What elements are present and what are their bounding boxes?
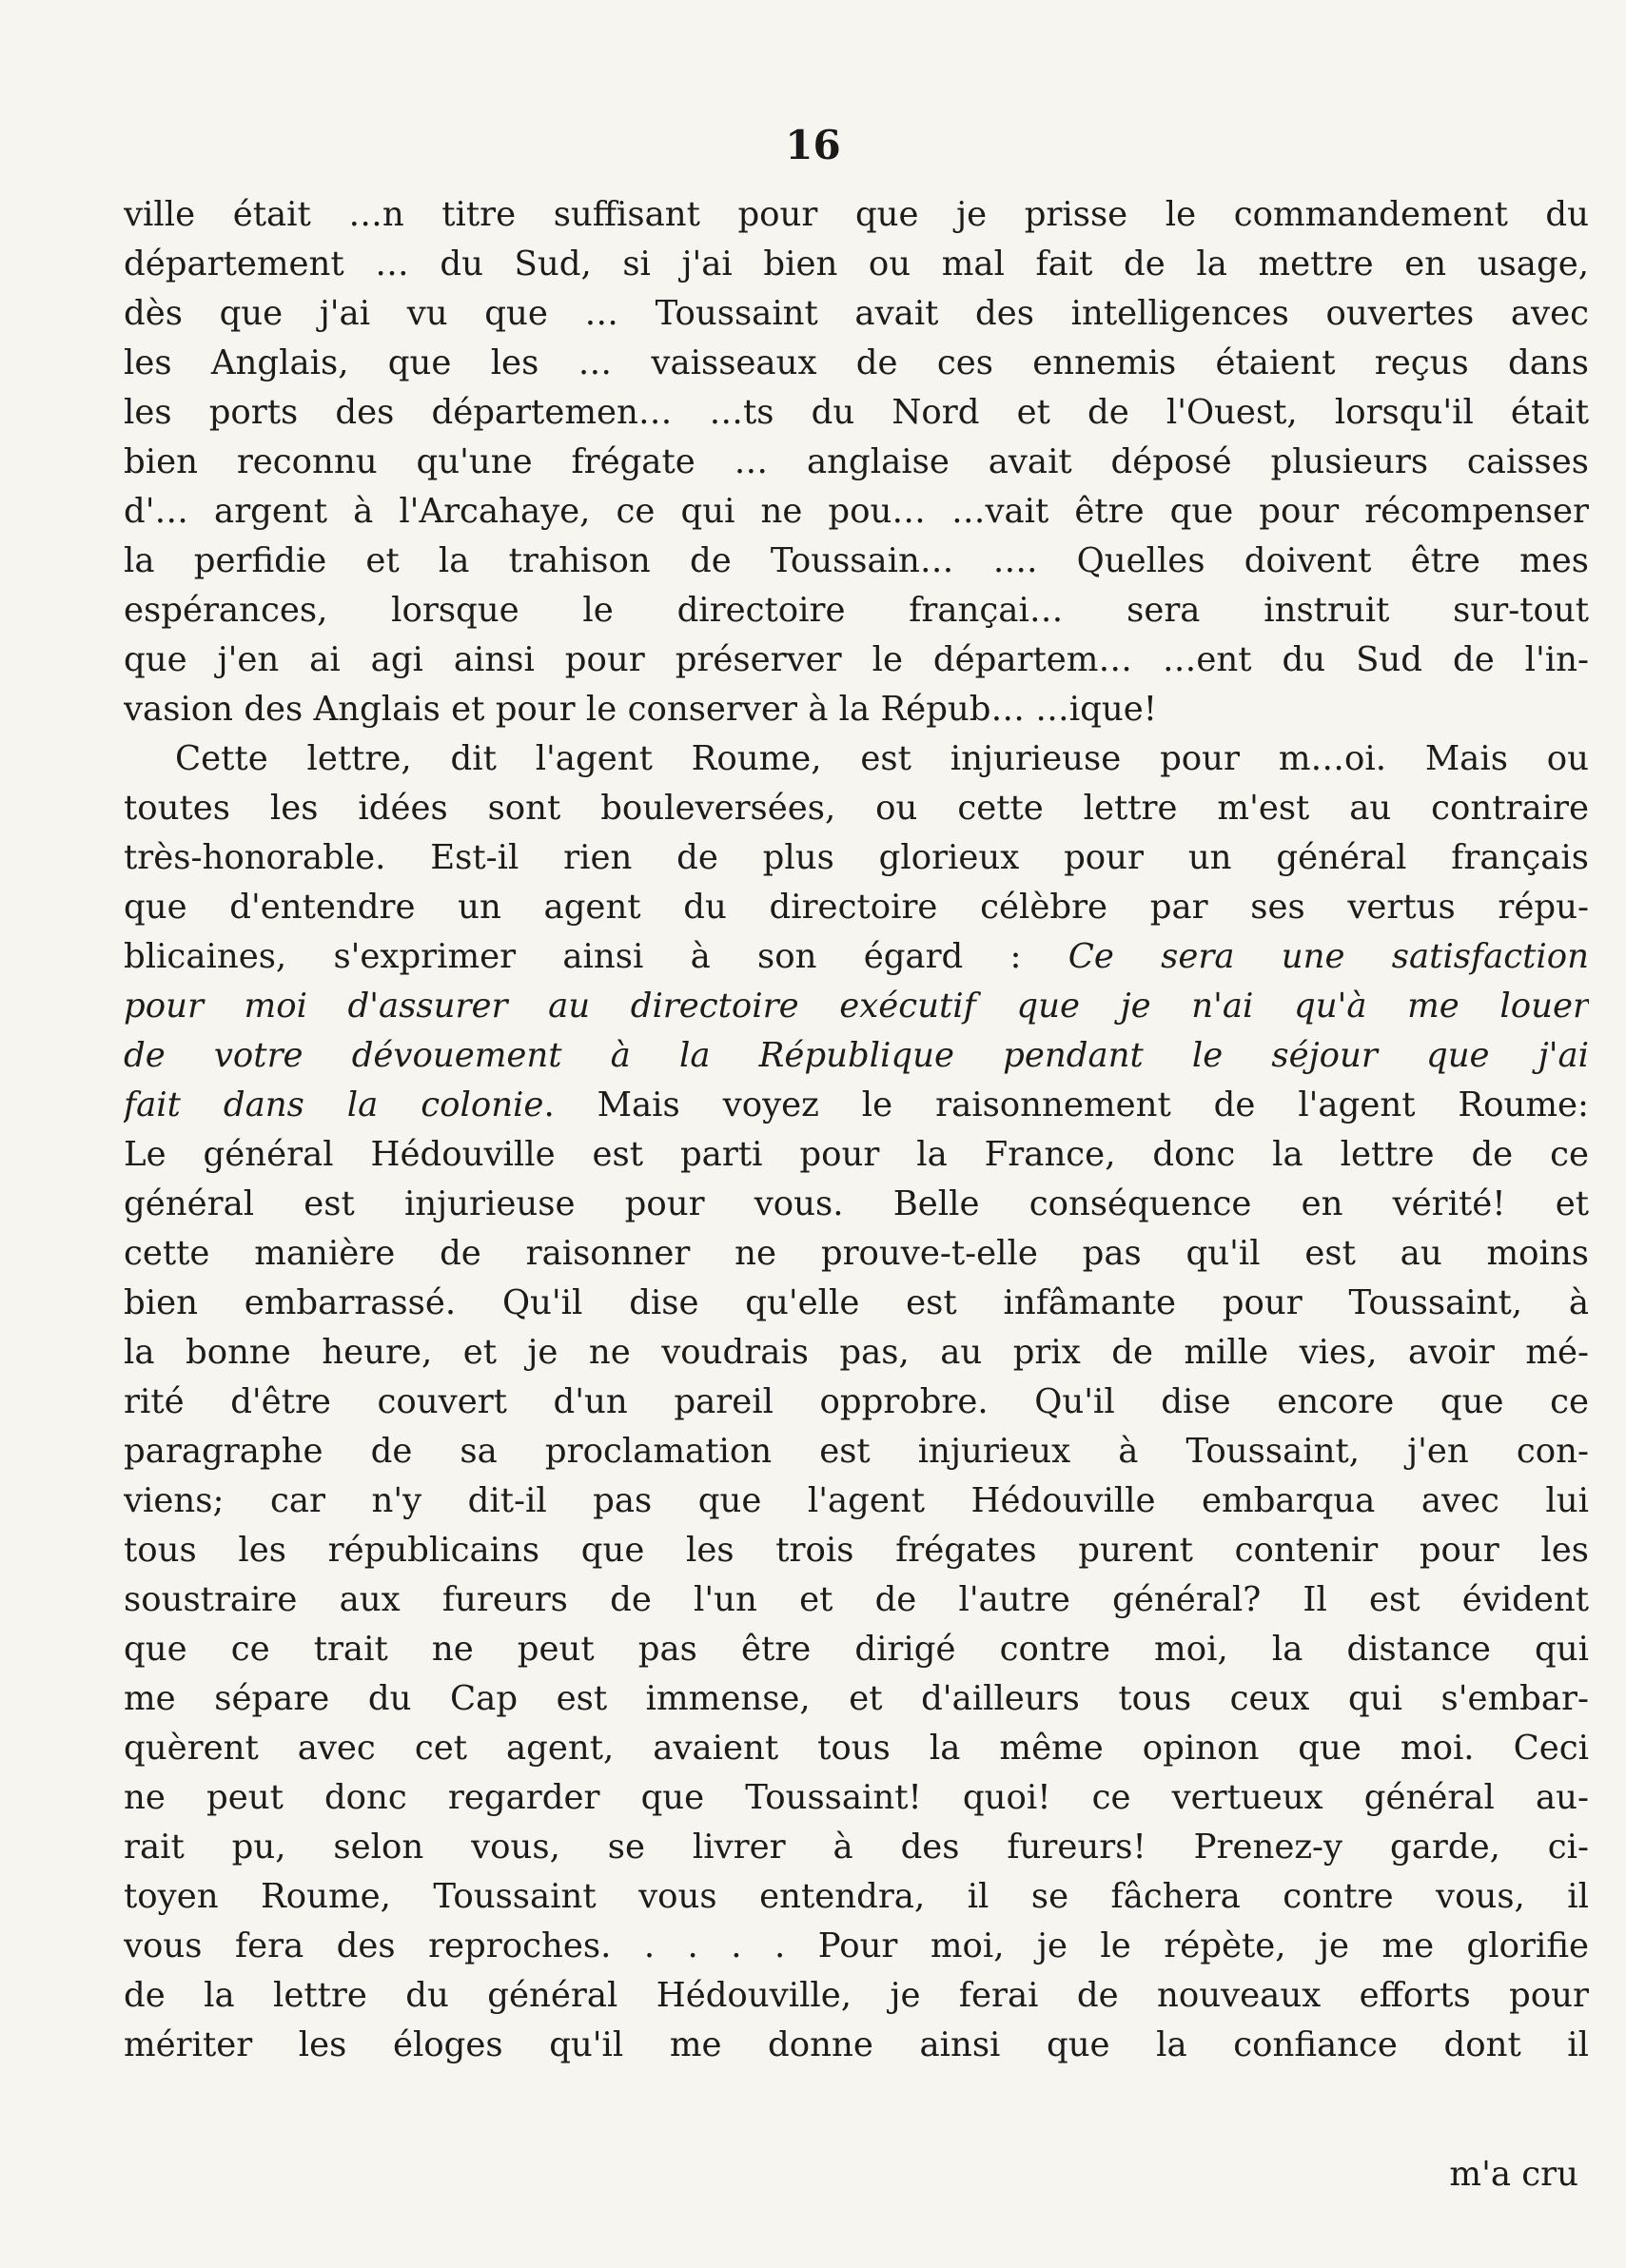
text-line: de votre dévouement à la République pendant le séjour que j'ai [124,1036,1589,1075]
text-line: d'… argent à l'Arcahaye, ce qui ne pou… …vait être que pour récompenser [124,492,1589,531]
text-line: Le général Hédouville est parti pour la France, donc la lettre de ce [124,1135,1589,1174]
text-line: tous les républicains que les trois frégates purent contenir pour les [124,1531,1589,1570]
text-line: la perfidie et la trahison de Toussain… …. Quelles doivent être mes [124,541,1589,580]
text-line: la bonne heure, et je ne voudrais pas, au prix de mille vies, avoir mé- [124,1333,1589,1372]
text-line: les ports des départemen… …ts du Nord et de l'Ouest, lorsqu'il était [124,393,1589,432]
text-line: espérances, lorsque le directoire françai… sera instruit sur-tout [124,591,1589,630]
text-line: paragraphe de sa proclamation est injurieux à Toussaint, j'en con- [124,1432,1589,1471]
page-number: 16 [785,122,841,168]
text-line: fait dans la colonie. Mais voyez le raisonnement de l'agent Roume: [124,1085,1589,1124]
text-line: vasion des Anglais et pour le conserver à la Répub… …ique! [124,690,1158,729]
text-line: Cette lettre, dit l'agent Roume, est injurieuse pour m…oi. Mais ou [175,739,1589,778]
text-line: que ce trait ne peut pas être dirigé contre moi, la distance qui [124,1630,1589,1669]
text-line: département … du Sud, si j'ai bien ou mal fait de la mettre en usage, [124,244,1589,284]
text-line: viens; car n'y dit-il pas que l'agent Hédouville embarqua avec lui [124,1481,1589,1520]
text-line: général est injurieuse pour vous. Belle conséquence en vérité! et [124,1184,1589,1223]
text-line: rait pu, selon vous, se livrer à des fureurs! Prenez-y garde, ci- [124,1828,1589,1867]
text-line: rité d'être couvert d'un pareil opprobre. Qu'il dise encore que ce [124,1382,1589,1421]
text-line: que j'en ai agi ainsi pour préserver le départem… …ent du Sud de l'in- [124,640,1589,679]
text-line: toutes les idées sont bouleversées, ou cette lettre m'est au contraire [124,789,1589,828]
text-line: me sépare du Cap est immense, et d'ailleurs tous ceux qui s'embar- [124,1679,1589,1718]
catchword: m'a cru [1449,2155,1578,2194]
text-line: cette manière de raisonner ne prouve-t-elle pas qu'il est au moins [124,1234,1589,1273]
text-line: toyen Roume, Toussaint vous entendra, il se fâchera contre vous, il [124,1877,1589,1916]
body-text [124,190,1589,2070]
text-line: quèrent avec cet agent, avaient tous la même opinon que moi. Ceci [124,1729,1589,1768]
text-line: les Anglais, que les … vaisseaux de ces ennemis étaient reçus dans [124,343,1589,382]
text-line: ne peut donc regarder que Toussaint! quoi! ce vertueux général au- [124,1778,1589,1817]
text-line: que d'entendre un agent du directoire célèbre par ses vertus répu- [124,888,1589,927]
text-line: bien embarrassé. Qu'il dise qu'elle est infâmante pour Toussaint, à [124,1283,1589,1322]
text-line: bien reconnu qu'une frégate … anglaise avait déposé plusieurs caisses [124,442,1589,481]
text-line: ville était …n titre suffisant pour que je prisse le commandement du [124,195,1589,234]
text-line: très-honorable. Est-il rien de plus glorieux pour un général français [124,838,1589,877]
text-line: dès que j'ai vu que … Toussaint avait des intelligences ouvertes avec [124,294,1589,333]
text-line: vous fera des reproches. . . . . Pour moi, je le répète, je me glorifie [124,1926,1589,1965]
text-line: mériter les éloges qu'il me donne ainsi que la confiance dont il [124,2025,1589,2064]
text-line: soustraire aux fureurs de l'un et de l'autre général? Il est évident [124,1580,1589,1619]
text-line: de la lettre du général Hédouville, je ferai de nouveaux efforts pour [124,1976,1589,2015]
text-line: pour moi d'assurer au directoire exécutif que je n'ai qu'à me louer [124,987,1589,1026]
text-line: blicaines, s'exprimer ainsi à son égard : Ce sera une satisfaction [124,937,1589,976]
